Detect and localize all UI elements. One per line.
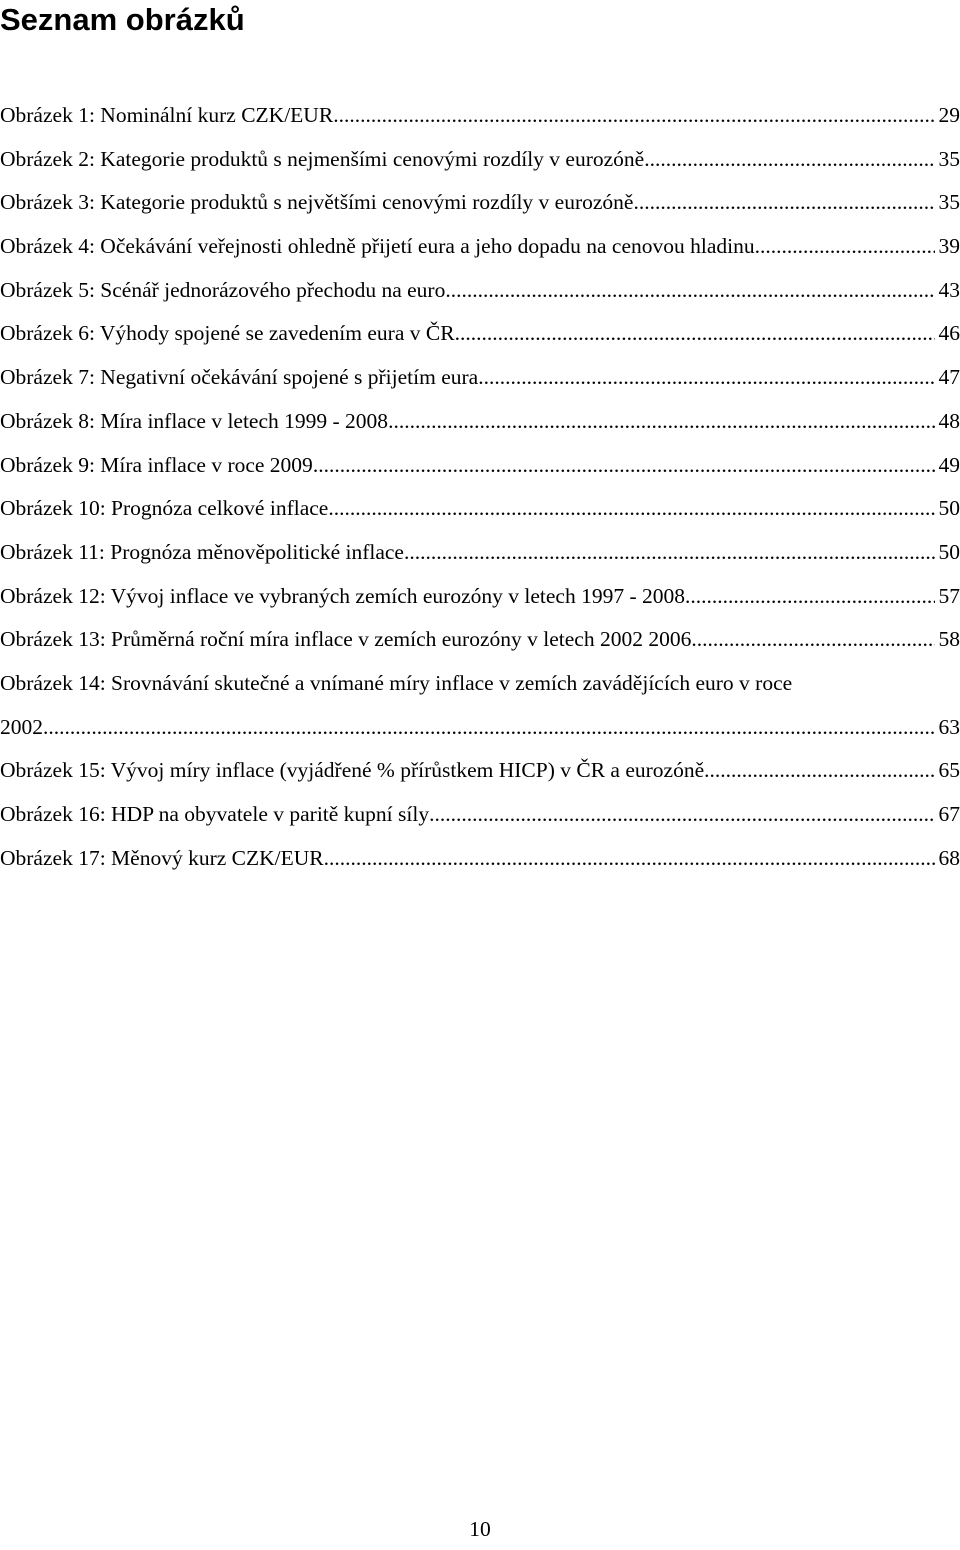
list-of-figures	[0, 94, 960, 880]
toc-entry-page: 65	[938, 758, 960, 783]
toc-entry[interactable]	[0, 94, 960, 138]
toc-entry[interactable]	[0, 793, 960, 837]
toc-entry-title: Obrázek 2: Kategorie produktů s nejmenšími cenovými rozdíly v eurozóně	[0, 146, 645, 171]
toc-entry[interactable]	[0, 181, 960, 225]
toc-entry[interactable]	[0, 400, 960, 444]
toc-entry[interactable]	[0, 749, 960, 793]
toc-entry[interactable]	[0, 618, 960, 662]
toc-entry[interactable]	[0, 662, 960, 749]
toc-entry-page: 43	[938, 277, 960, 302]
toc-entry-page: 47	[938, 365, 960, 390]
page-title: Seznam obrázků	[0, 2, 245, 37]
toc-entry-title: Obrázek 4: Očekávání veřejnosti ohledně přijetí eura a jeho dopadu na cenovou hladinu	[0, 234, 755, 259]
dot-leader	[478, 356, 934, 400]
dot-leader	[429, 793, 934, 837]
toc-entry-title: Obrázek 5: Scénář jednorázového přechodu na euro	[0, 277, 446, 302]
toc-entry-title-continued: 2002	[0, 714, 43, 739]
dot-leader	[404, 531, 935, 575]
toc-entry-title: Obrázek 16: HDP na obyvatele v paritě kupní síly	[0, 802, 430, 826]
toc-entry-page: 58	[938, 627, 960, 652]
dot-leader	[328, 487, 934, 531]
toc-entry-title: Obrázek 6: Výhody spojené se zavedením eura v ČR	[0, 321, 455, 346]
toc-entry-page: 67	[938, 802, 960, 826]
toc-entry-page: 35	[938, 146, 960, 171]
toc-entry-title: Obrázek 8: Míra inflace v letech 1999 - 2008	[0, 408, 389, 433]
toc-entry-title: Obrázek 11: Prognóza měnověpolitické inflace	[0, 539, 404, 564]
toc-entry-page: 35	[938, 190, 960, 215]
toc-entry-title: Obrázek 14: Srovnávání skutečné a vnímané míry inflace v zemích zavádějících euro v roce	[0, 670, 793, 695]
toc-entry-title: Obrázek 13: Průměrná roční míra inflace v zemích eurozóny v letech 2002 2006	[0, 627, 692, 652]
toc-entry-title: Obrázek 12: Vývoj inflace ve vybraných zemích eurozóny v letech 1997 - 2008	[0, 583, 685, 608]
toc-entry-title: Obrázek 10: Prognóza celkové inflace	[0, 496, 329, 521]
dot-leader	[633, 181, 934, 225]
toc-entry-page: 50	[938, 496, 960, 521]
toc-entry[interactable]	[0, 531, 960, 575]
dot-leader	[691, 618, 934, 662]
toc-entry[interactable]	[0, 225, 960, 269]
dot-leader	[445, 269, 934, 313]
dot-leader	[704, 749, 934, 793]
page-number: 10	[469, 1517, 491, 1541]
dot-leader	[313, 444, 935, 488]
toc-entry-continuation	[0, 706, 960, 750]
toc-entry[interactable]	[0, 138, 960, 182]
toc-entry-page: 29	[938, 103, 960, 127]
toc-entry-page: 49	[938, 452, 960, 477]
toc-entry-title: Obrázek 15: Vývoj míry inflace (vyjádřené % přírůstkem HICP) v ČR a eurozóně	[0, 758, 705, 783]
toc-entry-title: Obrázek 1: Nominální kurz CZK/EUR	[0, 103, 334, 127]
toc-entry[interactable]	[0, 269, 960, 313]
dot-leader	[333, 94, 934, 138]
toc-entry[interactable]	[0, 575, 960, 619]
toc-entry[interactable]	[0, 312, 960, 356]
dot-leader	[644, 138, 934, 182]
toc-entry-page: 57	[938, 583, 960, 608]
toc-entry-page: 46	[938, 321, 960, 346]
toc-entry-title: Obrázek 7: Negativní očekávání spojené s přijetím eura	[0, 365, 479, 390]
toc-entry-title: Obrázek 17: Měnový kurz CZK/EUR	[0, 845, 324, 870]
toc-entry-page: 63	[938, 714, 960, 739]
toc-entry-title: Obrázek 9: Míra inflace v roce 2009	[0, 452, 313, 477]
toc-entry[interactable]	[0, 487, 960, 531]
dot-leader	[324, 837, 935, 881]
toc-entry-page: 68	[938, 845, 960, 870]
toc-entry[interactable]	[0, 444, 960, 488]
toc-entry-page: 50	[938, 539, 960, 564]
dot-leader	[455, 312, 935, 356]
dot-leader	[43, 706, 935, 750]
dot-leader	[755, 225, 935, 269]
dot-leader	[388, 400, 934, 444]
toc-entry[interactable]	[0, 356, 960, 400]
toc-entry[interactable]	[0, 837, 960, 881]
dot-leader	[685, 575, 935, 619]
toc-entry-title: Obrázek 3: Kategorie produktů s největšími cenovými rozdíly v eurozóně	[0, 190, 634, 215]
toc-entry-page: 48	[938, 408, 960, 433]
toc-entry-page: 39	[938, 234, 960, 259]
